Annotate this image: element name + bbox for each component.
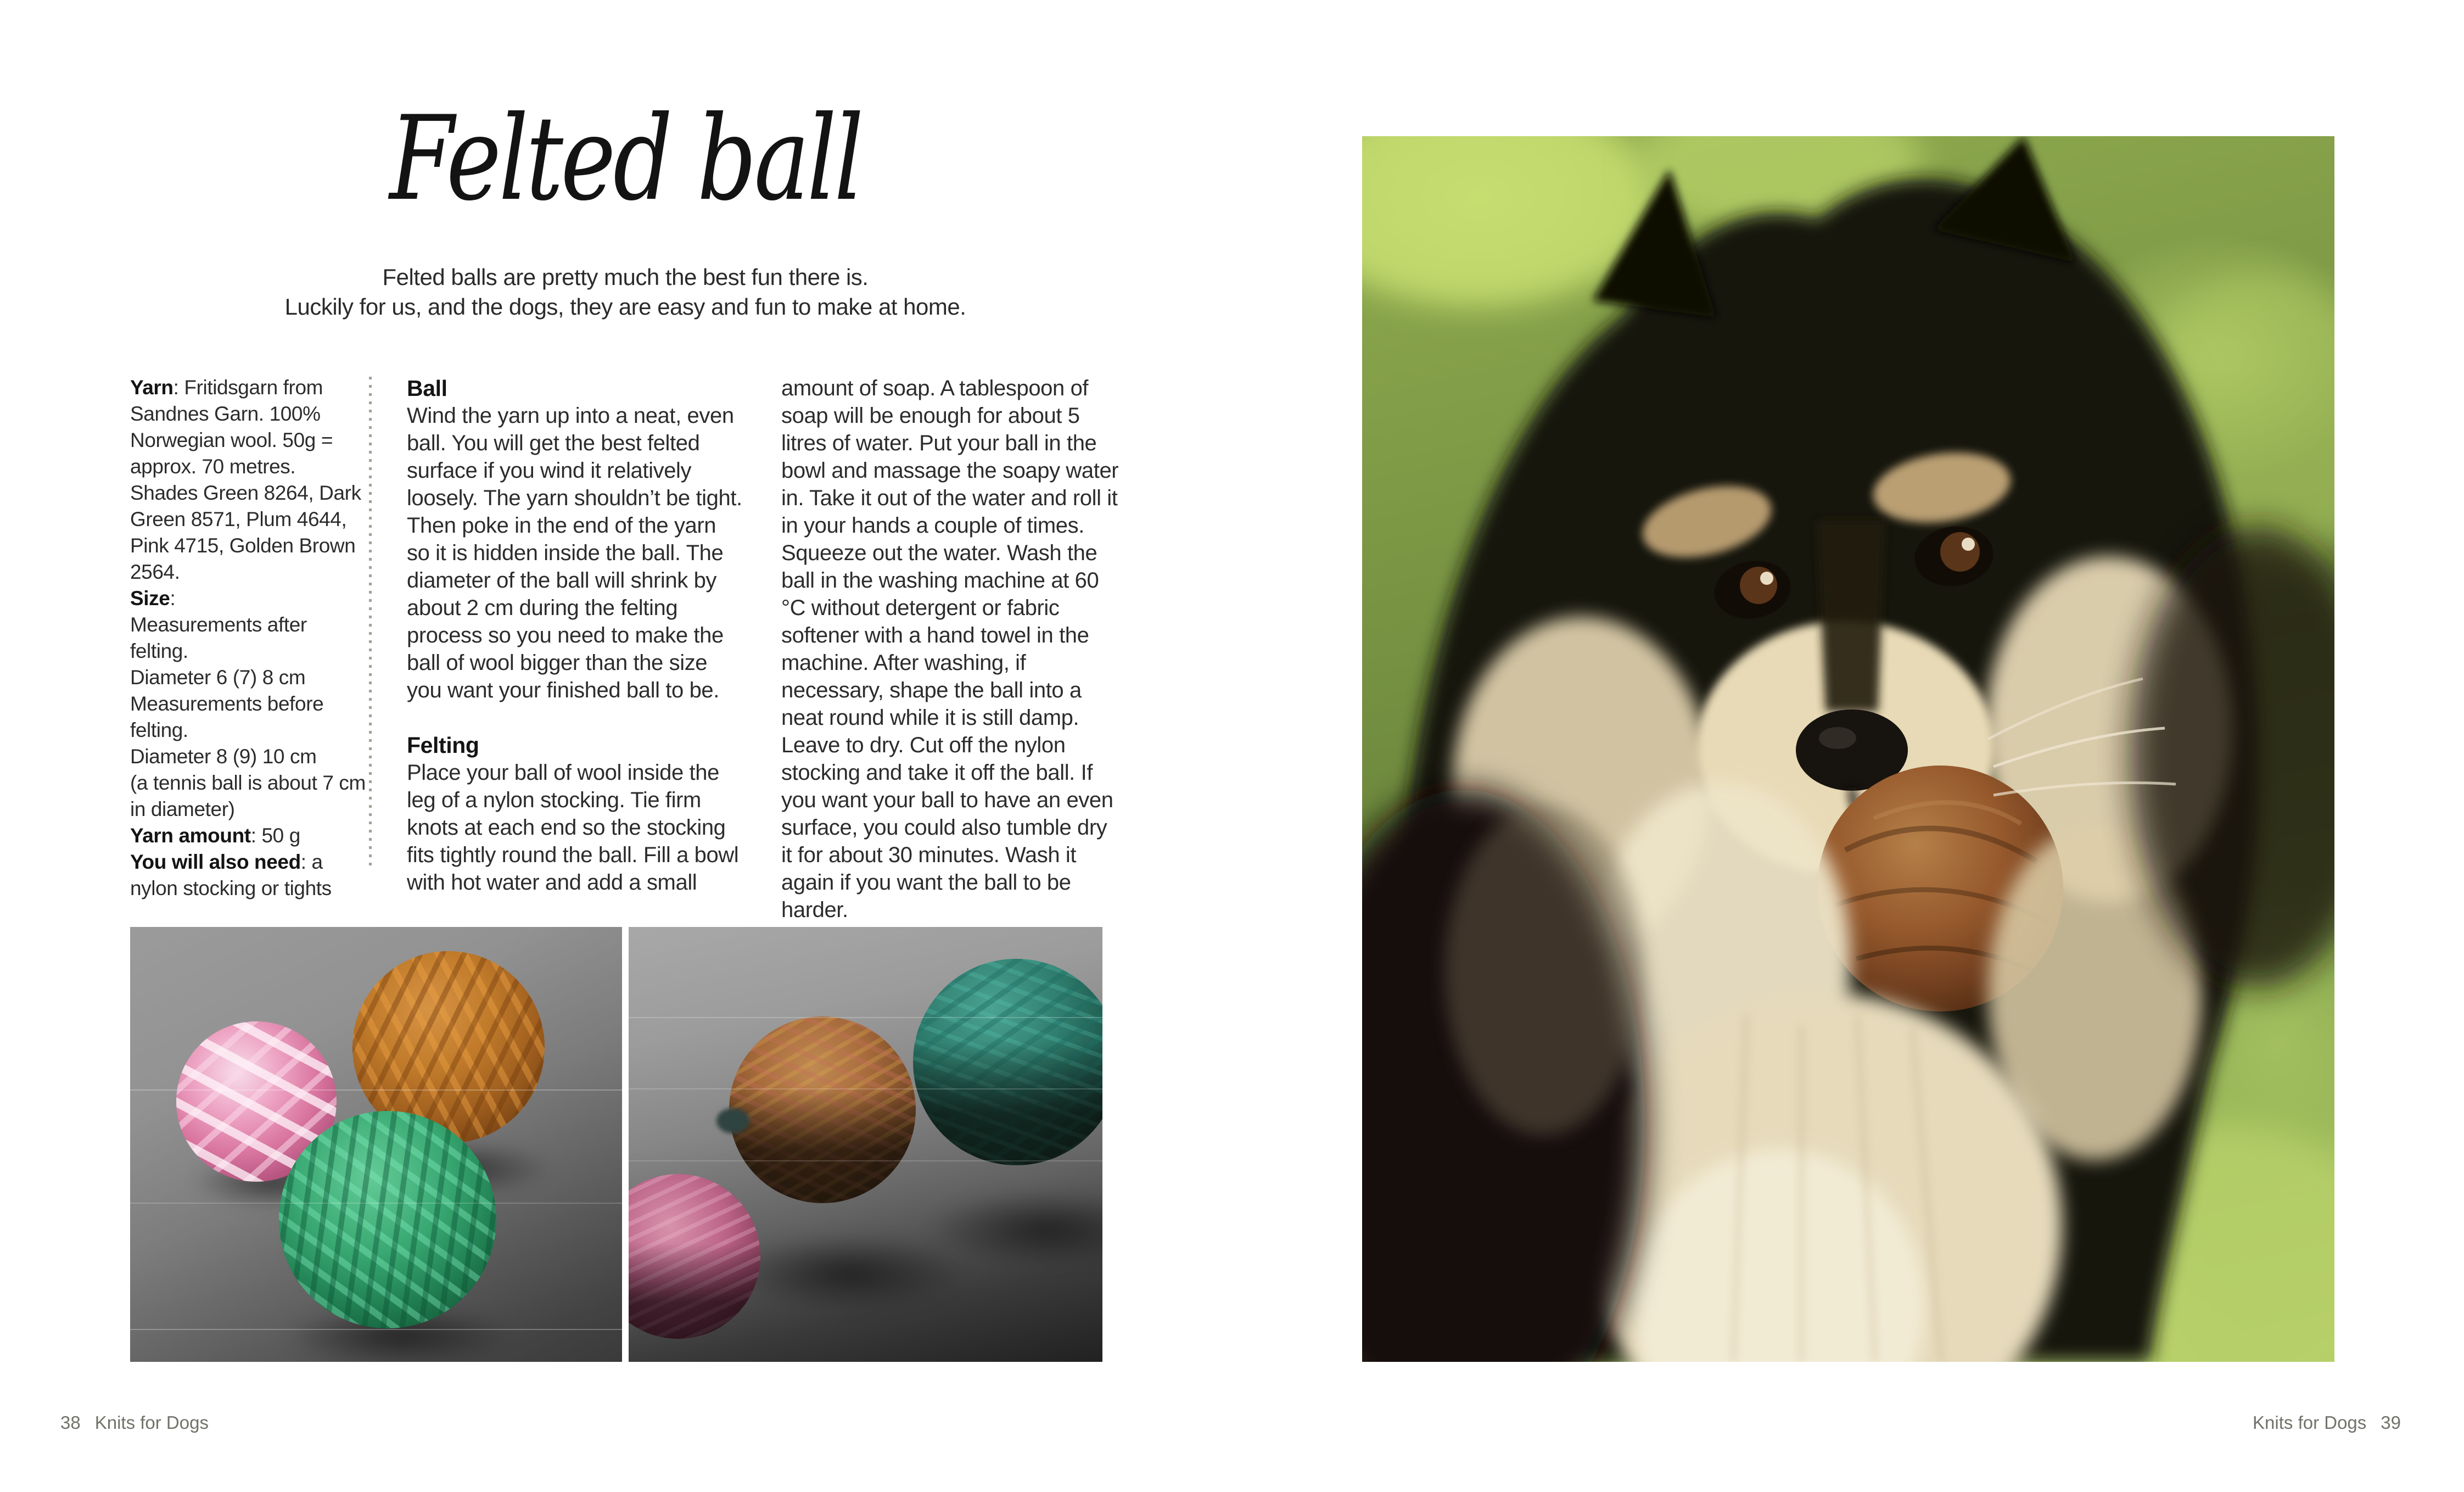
footer-left [60,1412,209,1433]
scan-artifact-line [130,1329,622,1330]
yarn-label: Yarn [130,376,173,399]
size-line: Diameter 8 (9) 10 cm [130,745,317,768]
size-line: Diameter 6 (7) 8 cm [130,666,306,689]
section-heading-felting: Felting [407,733,479,758]
dog-illustration [1362,136,2334,1362]
felted-ball-plum [629,1174,760,1339]
dotted-column-divider [369,377,372,867]
page-number-left: 38 [60,1412,81,1433]
also-need-text: : a nylon stocking or tights [130,851,332,899]
page-title: Felted ball [389,91,861,226]
section-heading-ball: Ball [407,376,447,401]
also-need-label: You will also need [130,851,301,873]
felting-instructions-part2: amount of soap. A tablespoon of soap will be enough for about 5 litres of water. Put your ball in the bowl and massage the soapy water in. Take it out of the water and roll it in your hands a couple of times. Squeeze out the water. Wash the ball in the washing machine at 60 °C without detergent or fabric softener with a hand towel in the machine. After washing, if necessary, shape the ball into a neat round while it is still damp. Leave to dry. Cut off the nylon stocking and take it off the ball. If you want your ball to have an even surface, you could also tumble dry it for about 30 minutes. Wash it again if you want the ball to be harder. [781,376,1119,922]
scan-artifact-line [629,1088,1102,1089]
instructions-column-2 [781,375,1119,924]
dog-nose-bridge [1817,521,1885,712]
stocking-knot [716,1108,749,1133]
yarn-spec [130,375,369,480]
intro-line-1: Felted balls are pretty much the best fun there is. [382,264,869,290]
page-number-right: 39 [2381,1412,2401,1433]
ball-shadow [727,1234,969,1311]
yarn-ball-green [279,1111,496,1328]
felted-ball-rust [729,1016,916,1203]
size-heading [130,585,369,612]
footer-right [2253,1412,2401,1433]
size-line: Measurements after felting. [130,613,307,662]
instructions-column-1 [407,375,743,896]
ball-instructions: Wind the yarn up into a neat, even ball. You will get the best felted surface if you wind it relatively loosely. The yarn shouldn’t be tight. Then poke in the end of the yarn so it is hidden inside the ball. The diameter of the ball will shrink by about 2 cm during the felting process so you need to make the ball of wool bigger than the size you want your finished ball to be. [407,404,742,702]
size-line: (a tennis ball is about 7 cm in diameter) [130,772,366,820]
also-need [130,849,369,902]
intro-line-2: Luckily for us, and the dogs, they are easy and fun to make at home. [284,294,966,320]
scan-artifact-line [629,1017,1102,1018]
photo-felted-balls-in-stockings [629,927,1102,1362]
yarn-text: : Fritidsgarn from Sandnes Garn. 100% Norwegian wool. 50g = approx. 70 metres. [130,376,333,478]
yarn-amount-text: : 50 g [250,824,300,847]
book-title-left: Knits for Dogs [94,1412,209,1433]
dog-nose-highlight [1819,727,1856,749]
size-label: Size [130,587,170,610]
yarn-shades: Shades Green 8264, Dark Green 8571, Plum 4644, Pink 4715, Golden Brown 2564. [130,482,361,583]
size-colon: : [170,587,176,610]
size-line: Measurements before felting. [130,692,324,741]
felted-ball-teal [913,959,1102,1165]
book-title-right: Knits for Dogs [2253,1412,2367,1433]
photo-dog-with-felted-ball [1362,136,2334,1362]
scan-artifact-line [629,1160,1102,1161]
yarn-amount-label: Yarn amount [130,824,251,847]
dog-neck-shadow [1444,806,1642,1136]
scan-artifact-line [130,1089,622,1091]
yarn-amount [130,823,369,849]
photo-yarn-balls-before-felting [130,927,622,1362]
materials-column [130,375,369,902]
intro-text [130,262,1121,322]
scan-artifact-line [130,1203,622,1204]
felting-instructions-part1: Place your ball of wool inside the leg of a nylon stocking. Tie firm knots at each end so the stocking fits tightly round the ball. Fill a bowl with hot water and add a small [407,761,739,895]
